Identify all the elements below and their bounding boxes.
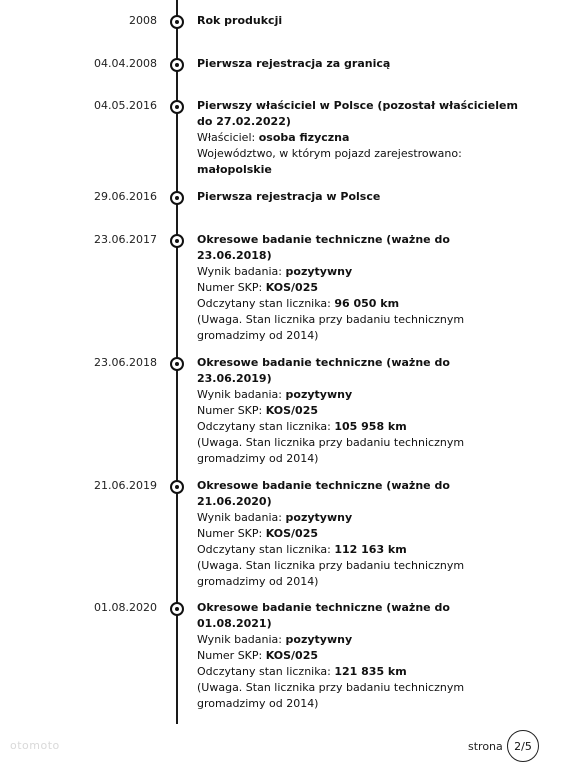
entry-detail [197, 542, 517, 558]
timeline-dot-icon [170, 602, 184, 616]
detail-value: KOS/025 [265, 404, 319, 417]
timeline-dot-icon [170, 357, 184, 371]
detail-value: osoba fizyczna [258, 131, 350, 144]
entry-date: 23.06.2018 [94, 356, 157, 369]
entry-body [197, 189, 517, 205]
entry-detail [197, 403, 517, 419]
detail-label: Wynik badania: [197, 633, 286, 646]
detail-label: Wynik badania: [197, 511, 286, 524]
entry-title: Okresowe badanie techniczne (ważne do 01.08.2021) [197, 601, 450, 630]
entry-detail [197, 632, 517, 648]
entry-note: (Uwaga. Stan licznika przy badaniu technicznym gromadzimy od 2014) [197, 436, 465, 465]
detail-label: Numer SKP: [197, 649, 266, 662]
detail-value: 96 050 km [334, 297, 400, 310]
detail-value: KOS/025 [265, 649, 319, 662]
entry-body [197, 600, 517, 712]
detail-label: Właściciel: [197, 131, 259, 144]
detail-label: Numer SKP: [197, 404, 266, 417]
entry-detail [197, 419, 517, 435]
page-indicator: 2/5 [507, 730, 539, 762]
entry-title: Pierwsza rejestracja za granicą [197, 57, 391, 70]
detail-label: Województwo, w którym pojazd zarejestrowano: [197, 147, 462, 160]
entry-body [197, 56, 517, 72]
entry-body [197, 232, 517, 344]
entry-title: Okresowe badanie techniczne (ważne do 23.06.2019) [197, 356, 450, 385]
detail-label: Numer SKP: [197, 527, 266, 540]
detail-value: pozytywny [285, 388, 353, 401]
detail-label: Wynik badania: [197, 388, 286, 401]
entry-title: Okresowe badanie techniczne (ważne do 21.06.2020) [197, 479, 450, 508]
entry-date: 29.06.2016 [94, 190, 157, 203]
detail-value: pozytywny [285, 265, 353, 278]
detail-value: 105 958 km [334, 420, 407, 433]
detail-label: Odczytany stan licznika: [197, 543, 335, 556]
detail-label: Numer SKP: [197, 281, 266, 294]
entry-detail [197, 296, 517, 312]
detail-label: Odczytany stan licznika: [197, 297, 335, 310]
timeline-dot-icon [170, 100, 184, 114]
entry-title: Pierwszy właściciel w Polsce (pozostał właścicielem do 27.02.2022) [197, 99, 518, 128]
entry-detail [197, 526, 517, 542]
entry-body [197, 355, 517, 467]
entry-note: (Uwaga. Stan licznika przy badaniu technicznym gromadzimy od 2014) [197, 681, 465, 710]
entry-note: (Uwaga. Stan licznika przy badaniu technicznym gromadzimy od 2014) [197, 559, 465, 588]
entry-detail [197, 664, 517, 680]
detail-value: KOS/025 [265, 281, 319, 294]
entry-title: Rok produkcji [197, 14, 283, 27]
entry-title: Okresowe badanie techniczne (ważne do 23.06.2018) [197, 233, 450, 262]
timeline-dot-icon [170, 480, 184, 494]
detail-value: 112 163 km [334, 543, 407, 556]
timeline-dot-icon [170, 15, 184, 29]
detail-value: 121 835 km [334, 665, 407, 678]
timeline-dot-icon [170, 234, 184, 248]
entry-detail [197, 387, 517, 403]
entry-date: 2008 [129, 14, 157, 27]
entry-date: 21.06.2019 [94, 479, 157, 492]
detail-label: Odczytany stan licznika: [197, 420, 335, 433]
page-label: strona [468, 740, 503, 753]
entry-body [197, 13, 517, 29]
timeline-dot-icon [170, 191, 184, 205]
entry-date: 23.06.2017 [94, 233, 157, 246]
timeline-dot-icon [170, 58, 184, 72]
entry-detail [197, 146, 527, 178]
entry-date: 01.08.2020 [94, 601, 157, 614]
detail-label: Wynik badania: [197, 265, 286, 278]
entry-title: Pierwsza rejestracja w Polsce [197, 190, 381, 203]
entry-body [197, 478, 517, 590]
entry-date: 04.05.2016 [94, 99, 157, 112]
entry-detail [197, 648, 517, 664]
entry-detail [197, 130, 527, 146]
entry-detail [197, 280, 517, 296]
detail-value: małopolskie [197, 163, 272, 176]
detail-label: Odczytany stan licznika: [197, 665, 335, 678]
entry-detail [197, 510, 517, 526]
entry-note: (Uwaga. Stan licznika przy badaniu technicznym gromadzimy od 2014) [197, 313, 465, 342]
detail-value: pozytywny [285, 511, 353, 524]
watermark-logo: otomoto [10, 739, 60, 752]
detail-value: pozytywny [285, 633, 353, 646]
entry-date: 04.04.2008 [94, 57, 157, 70]
entry-body [197, 98, 527, 178]
detail-value: KOS/025 [265, 527, 319, 540]
entry-detail [197, 264, 517, 280]
